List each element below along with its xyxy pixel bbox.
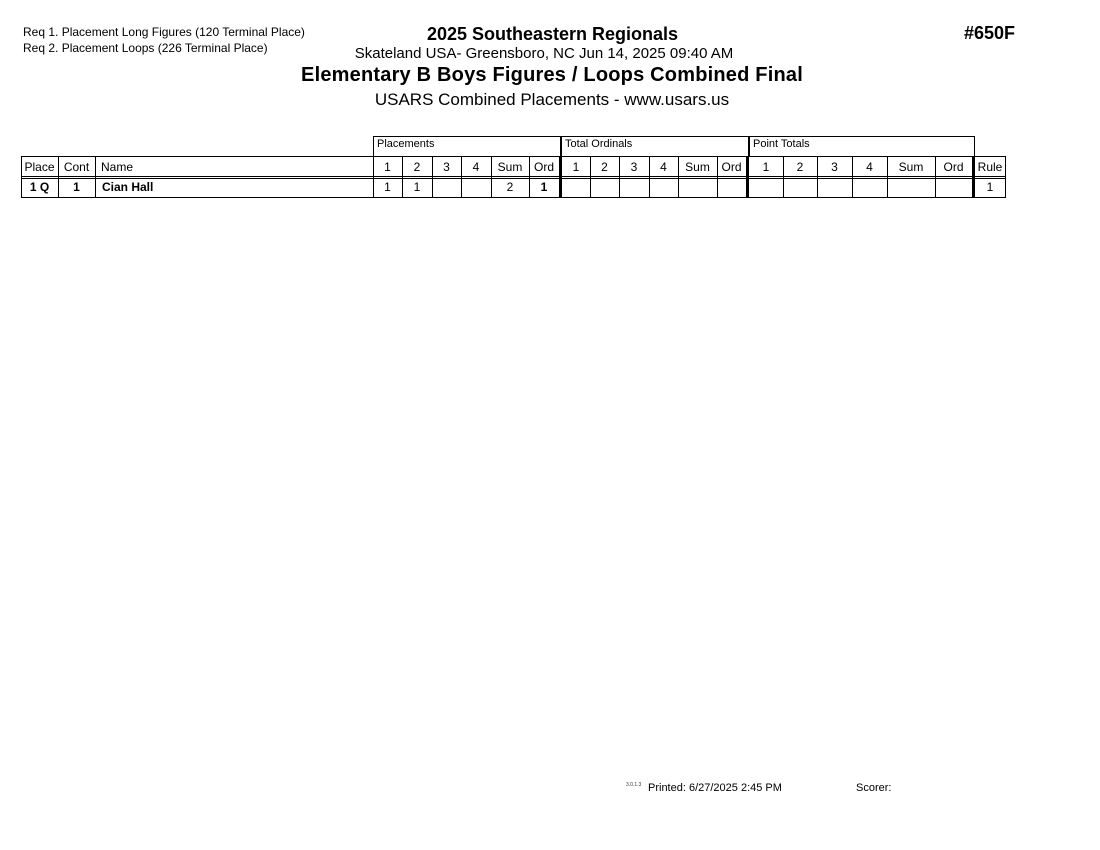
col-header-placement-3: 3 (443, 160, 450, 174)
col-header-placement-sum: Sum (497, 160, 523, 174)
col-header-cont: Cont (63, 160, 90, 174)
version-label: 3.0.1.3 (626, 782, 642, 788)
col-header-points-1: 1 (762, 160, 770, 174)
row-cont: 1 (73, 180, 80, 194)
event-title: Elementary B Boys Figures / Loops Combined Final (301, 64, 803, 86)
requirement-2: Req 2. Placement Loops (226 Terminal Place) (23, 41, 268, 55)
row-placement-ord: 1 (540, 180, 548, 194)
row-name: Cian Hall (102, 180, 154, 194)
grid-line (95, 156, 96, 198)
venue-date-line: Skateland USA- Greensboro, NC Jun 14, 2025 09:40 AM (354, 45, 734, 62)
row-rule: 1 (986, 180, 994, 194)
group-total-ordinals: Total Ordinals (561, 136, 749, 157)
grid-line (1005, 156, 1006, 198)
row-bottom-line (21, 197, 1006, 198)
col-header-placement-ord: Ord (533, 160, 554, 174)
col-header-points-sum: Sum (898, 160, 924, 174)
col-header-place: Place (24, 160, 55, 174)
competition-title: 2025 Southeastern Regionals (426, 24, 679, 44)
row-placement-1: 1 (384, 180, 391, 194)
printed-timestamp: Printed: 6/27/2025 2:45 PM (648, 782, 782, 794)
col-header-ordinals-ord: Ord (721, 160, 742, 174)
row-placement-2: 1 (413, 180, 421, 194)
row-placement-sum: 2 (506, 180, 514, 194)
col-header-points-ord: Ord (943, 160, 964, 174)
col-header-placement-1: 1 (384, 160, 391, 174)
group-point-totals: Point Totals (749, 136, 975, 157)
col-header-ordinals-3: 3 (630, 160, 638, 174)
row-place: 1 Q (29, 180, 50, 194)
col-header-ordinals-2: 2 (601, 160, 608, 174)
col-header-placement-2: 2 (413, 160, 421, 174)
scorer-label: Scorer: (856, 782, 892, 794)
group-placements: Placements (373, 136, 561, 157)
requirement-1: Req 1. Placement Long Figures (120 Terminal Place) (23, 25, 305, 39)
col-header-rule: Rule (977, 160, 1003, 174)
col-header-points-2: 2 (796, 160, 804, 174)
col-header-points-3: 3 (831, 160, 838, 174)
col-header-points-4: 4 (866, 160, 873, 174)
col-header-placement-4: 4 (472, 160, 480, 174)
col-header-ordinals-4: 4 (660, 160, 667, 174)
col-header-name: Name (101, 160, 134, 174)
event-subtitle: USARS Combined Placements - www.usars.us (374, 90, 730, 109)
col-header-ordinals-sum: Sum (685, 160, 710, 174)
col-header-ordinals-1: 1 (572, 160, 580, 174)
event-number: #650F (964, 23, 1016, 43)
header-top-line (21, 156, 1006, 157)
